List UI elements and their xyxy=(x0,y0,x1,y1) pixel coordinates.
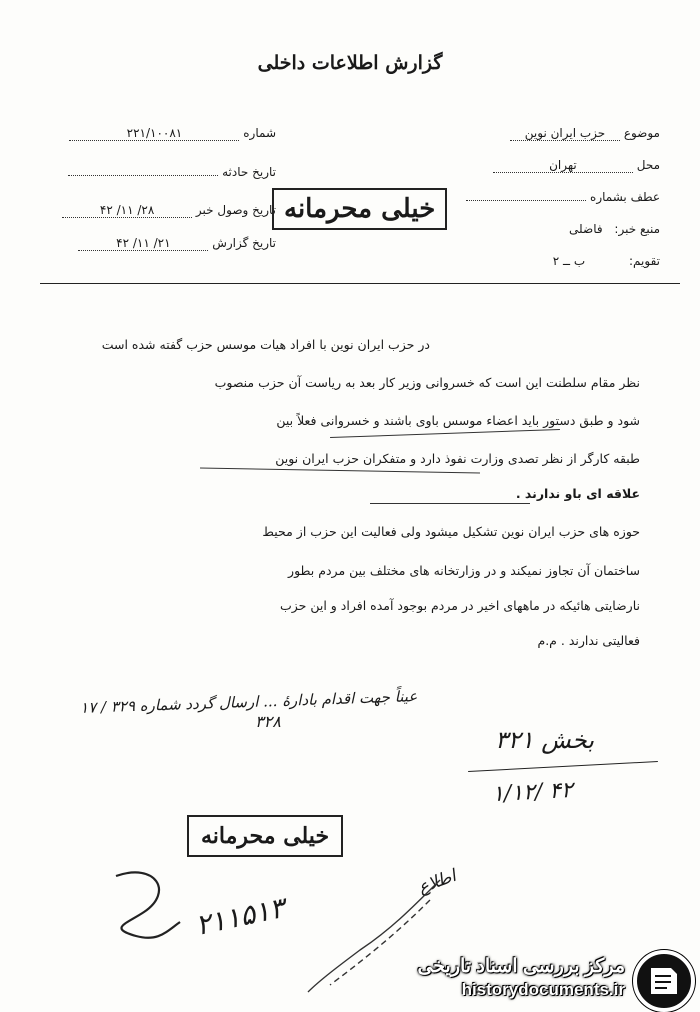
report-date-label: تاریخ گزارش xyxy=(212,236,276,250)
incident-date-field xyxy=(36,165,276,179)
source-field xyxy=(569,222,660,236)
incident-date-value xyxy=(68,175,218,176)
number-value: ۲۲۱/۱۰۰۸۱ xyxy=(69,126,239,141)
classification-stamp-bottom: خیلی محرمانه xyxy=(187,815,343,857)
body-line-8: نارضایتی هائیکه در ماههای اخیر در مردم بوجود آمده افراد و این حزب xyxy=(279,598,640,613)
header-divider xyxy=(40,283,680,284)
subject-value: حزب ایران نوین xyxy=(510,126,620,141)
watermark-url: historydocuments.ir xyxy=(461,980,625,999)
body-line-3: شود و طبق دستور باید اعضاء موسس باوی باشند و خسروانی فعلاً بین xyxy=(276,413,640,428)
section-date: ۱/۱۲/ ۴۲ xyxy=(491,777,574,808)
document-title: گزارش اطلاعات داخلی xyxy=(257,52,443,74)
receipt-date-field xyxy=(36,203,276,218)
watermark-logo xyxy=(633,950,695,1012)
bottom-signature: اطلاع xyxy=(415,866,459,898)
receipt-date-label: تاریخ وصول خبر xyxy=(195,203,276,217)
receipt-date-value: ۲۸/ ۱۱/ ۴۲ xyxy=(62,203,192,218)
body-line-7: ساختمان آن تجاوز نمیکند و در وزارتخانه های مختلف بین مردم بطور xyxy=(288,563,640,578)
report-date-field xyxy=(36,236,276,251)
handwritten-note: عیناً جهت اقدام بادارۀ ... ارسال گردد شماره ۳۲۹ / ۱۷ xyxy=(79,687,418,717)
source-value: فاضلی xyxy=(569,222,603,236)
body-line-5: علاقه ای باو ندارند . xyxy=(515,486,640,501)
handwritten-note-number: ۳۲۸ xyxy=(255,712,281,731)
section-underline xyxy=(468,761,658,772)
rating-field xyxy=(553,254,660,268)
underline-mark-1 xyxy=(330,429,560,438)
watermark-org: مرکز بررسی اسناد تاریخی xyxy=(417,956,625,977)
report-date-value: ۲۱/ ۱۱/ ۴۲ xyxy=(78,236,208,251)
reference-label: عطف بشماره xyxy=(590,190,660,204)
number-label: شماره xyxy=(243,126,276,140)
number-field xyxy=(36,126,276,141)
classification-stamp-top: خیلی محرمانه xyxy=(272,188,447,230)
body-line-1: در حزب ایران نوین با افراد هیات موسس حزب گفته شده است xyxy=(101,337,430,352)
underline-mark-2 xyxy=(200,468,480,474)
source-label: منبع خبر: xyxy=(614,222,660,236)
rating-value: ب ــ ۲ xyxy=(552,254,586,268)
bottom-number: ۲۱۱۵۱۳ xyxy=(192,890,288,943)
location-value: تهران xyxy=(493,158,633,173)
incident-date-label: تاریخ حادثه xyxy=(222,165,276,179)
subject-field xyxy=(510,126,660,141)
body-line-4: طبقه کارگر از نظر تصدی وزارت نفوذ دارد و متفکران حزب ایران نوین xyxy=(275,451,640,466)
document-icon xyxy=(637,954,691,1008)
section-mark: بخش ۳۲۱ xyxy=(495,726,595,754)
location-label: محل xyxy=(636,158,660,172)
body-line-2: نظر مقام سلطنت این است که خسروانی وزیر کار بعد به ریاست آن حزب منصوب xyxy=(214,375,640,390)
location-field xyxy=(493,158,660,173)
underline-mark-3 xyxy=(370,503,530,504)
subject-label: موضوع xyxy=(623,126,660,140)
bottom-scribbles xyxy=(300,870,450,1000)
body-line-6: حوزه های حزب ایران نوین تشکیل میشود ولی فعالیت این حزب از محیط xyxy=(262,524,640,539)
body-line-9: فعالیتی ندارند . م.م xyxy=(537,633,640,648)
rating-label: تقویم: xyxy=(629,254,660,268)
signature-scribble xyxy=(96,862,186,942)
reference-field xyxy=(466,190,660,204)
reference-value xyxy=(466,200,586,201)
